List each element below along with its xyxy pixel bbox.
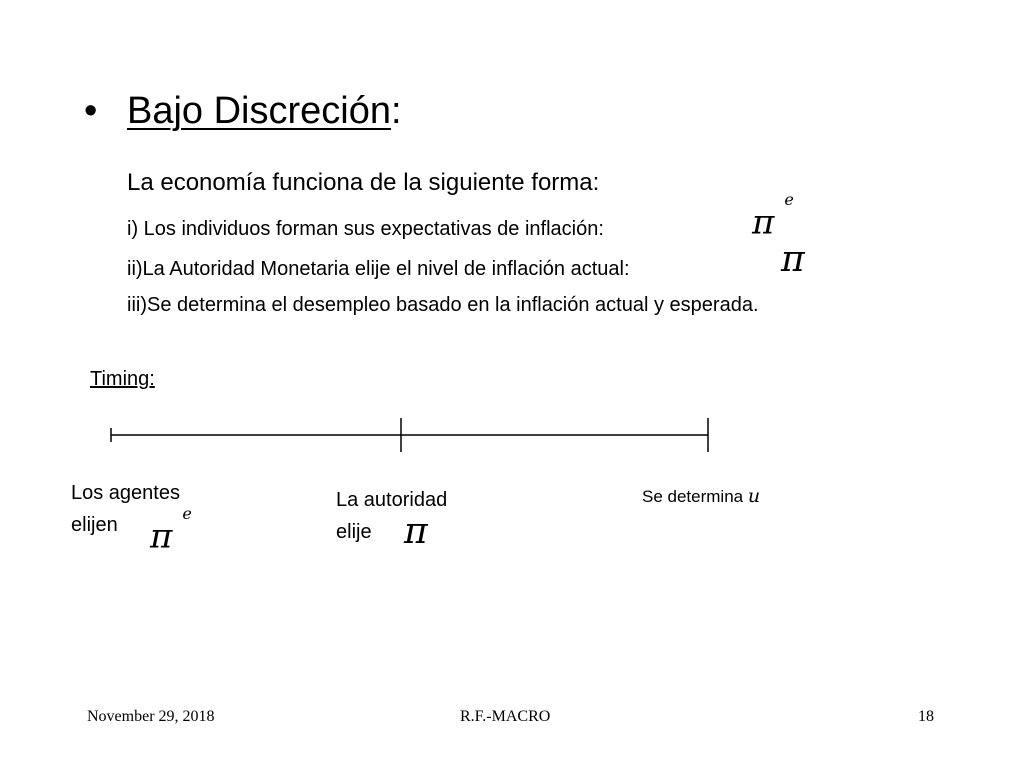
- timeline: [100, 410, 720, 460]
- event-3: [642, 484, 760, 509]
- timing-label: Timing:: [90, 368, 155, 390]
- pi-glyph: π: [752, 202, 775, 243]
- step-3: iii)Se determina el desempleo basado en la inflación actual y esperada.: [127, 294, 759, 316]
- footer-center: R.F.-MACRO: [460, 708, 551, 725]
- title-bullet: •: [84, 90, 98, 132]
- pi-glyph: π: [404, 511, 428, 552]
- slide-title-text: Bajo Discreción: [127, 90, 391, 132]
- event-1-symbol: [150, 504, 192, 557]
- event-1-line1: Los agentes: [71, 482, 180, 504]
- footer-date: November 29, 2018: [87, 708, 215, 725]
- unemployment-symbol: u: [747, 485, 761, 507]
- event-2-symbol: [404, 512, 428, 552]
- event-3-text: Se determina: [642, 487, 744, 506]
- step-1: i) Los individuos forman sus expectativas de inflación:: [127, 218, 604, 240]
- slide-title-colon: :: [391, 90, 402, 132]
- footer-page-number: 18: [918, 708, 934, 725]
- intro-text: La economía funciona de la siguiente forma:: [127, 169, 600, 196]
- event-1-line2: elijen: [71, 514, 118, 536]
- pi-glyph: π: [781, 239, 805, 280]
- event-2-line2: elije: [336, 521, 372, 543]
- inflation-symbol: [781, 240, 805, 280]
- step-2: ii)La Autoridad Monetaria elije el nivel de inflación actual:: [127, 258, 630, 280]
- event-2-line1: La autoridad: [336, 489, 448, 511]
- superscript-e: e: [784, 190, 794, 209]
- slide-title: [127, 88, 402, 134]
- expected-inflation-symbol: [752, 190, 794, 243]
- pi-glyph: π: [150, 516, 173, 557]
- superscript-e: e: [182, 504, 192, 523]
